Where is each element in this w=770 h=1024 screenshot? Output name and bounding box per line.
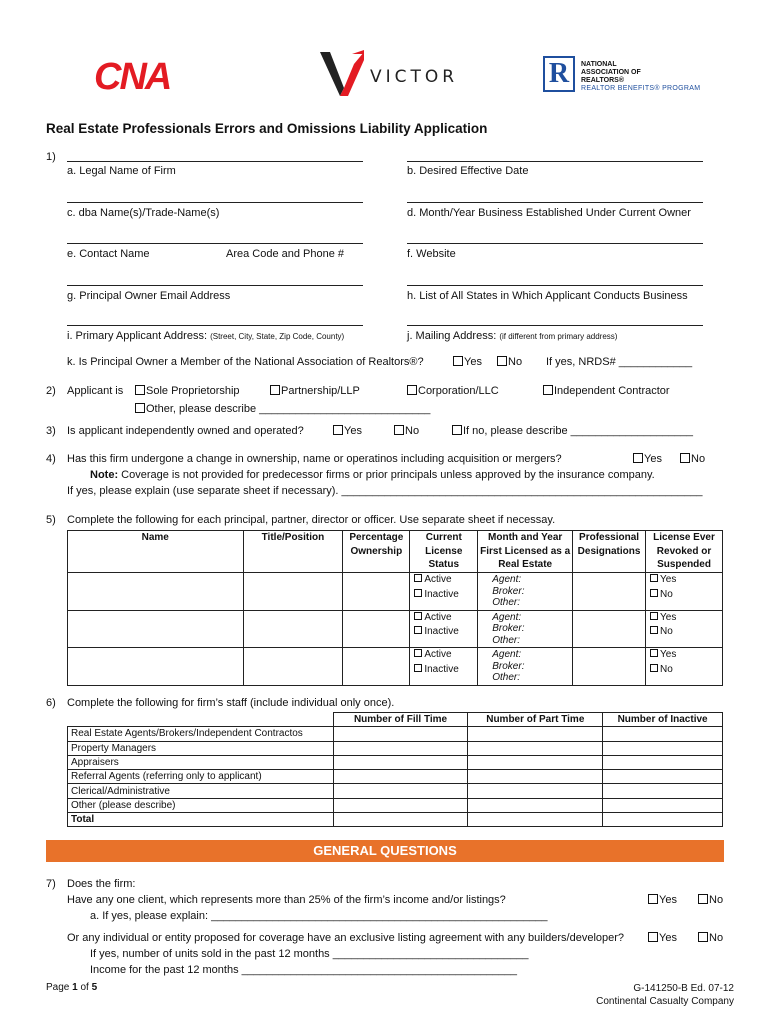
- checkbox-icon[interactable]: [414, 574, 422, 582]
- row-label: Real Estate Agents/Brokers/Independent Contractos: [68, 727, 334, 741]
- checkbox-icon[interactable]: [135, 403, 145, 413]
- inactive-cell[interactable]: [603, 741, 723, 755]
- checkbox-icon[interactable]: [135, 385, 145, 395]
- major-client-question: Have any one client, which represents more than 25% of the firm’s income and/or listings?: [67, 894, 506, 906]
- col-license-status: Current License Status: [410, 531, 478, 573]
- checkbox-icon[interactable]: [648, 894, 658, 904]
- exclusive-listing-no[interactable]: No: [698, 932, 723, 944]
- ownership-change-question: Has this firm undergone a change in ownership, name or operatinos including acquisition or mergers?: [67, 453, 562, 465]
- full-time-cell[interactable]: [333, 813, 468, 827]
- row-label: Total: [68, 813, 334, 827]
- col-name: Name: [68, 531, 244, 573]
- full-time-cell[interactable]: [333, 741, 468, 755]
- major-client-yes[interactable]: Yes: [648, 894, 677, 906]
- checkbox-icon[interactable]: [270, 385, 280, 395]
- form-number: G-141250-B Ed. 07-12: [633, 983, 734, 994]
- checkbox-icon[interactable]: [452, 425, 462, 435]
- checkbox-icon[interactable]: [414, 626, 422, 634]
- table-row: [68, 813, 723, 827]
- owner-email-field[interactable]: [67, 285, 363, 286]
- license-status-cell: Active Inactive: [410, 610, 478, 648]
- q4-number: 4): [46, 453, 56, 465]
- staff-instructions: Complete the following for firm’s staff (include individual only once).: [67, 697, 395, 709]
- table-row: [68, 727, 723, 741]
- full-time-cell[interactable]: [333, 798, 468, 812]
- license-status-cell: Active Inactive: [410, 573, 478, 611]
- table-row: [68, 573, 723, 611]
- independent-no[interactable]: No: [394, 425, 419, 437]
- blank-header: [68, 713, 334, 727]
- form-footer: [560, 982, 734, 1008]
- row-label: Other (please describe): [68, 798, 334, 812]
- first-licensed-cell[interactable]: Agent: Broker: Other:: [478, 648, 573, 686]
- nar-member-question: k. Is Principal Owner a Member of the National Association of Realtors®?: [67, 356, 424, 368]
- contact-name-field[interactable]: [67, 243, 363, 244]
- ownership-change-explain[interactable]: If yes, please explain (use separate sheet if necessary). ___________________________________________________________: [67, 485, 703, 497]
- effective-date-field[interactable]: [407, 161, 703, 162]
- designations-cell[interactable]: [573, 610, 646, 648]
- inactive-cell[interactable]: [603, 727, 723, 741]
- q6-number: 6): [46, 697, 56, 709]
- nar-logo-text: NATIONAL ASSOCIATION OF REALTORS®: [581, 61, 641, 84]
- ownership-cell[interactable]: [343, 573, 410, 611]
- checkbox-icon[interactable]: [333, 425, 343, 435]
- partnership-option[interactable]: Partnership/LLP: [270, 385, 360, 397]
- checkbox-icon[interactable]: [407, 385, 417, 395]
- title-cell[interactable]: [243, 573, 343, 611]
- checkbox-icon[interactable]: [698, 932, 708, 942]
- inactive-cell[interactable]: [603, 798, 723, 812]
- phone-label: Area Code and Phone #: [226, 248, 345, 260]
- part-time-cell[interactable]: [468, 770, 603, 784]
- col-title: Title/Position: [243, 531, 343, 573]
- legal-name-field[interactable]: [67, 161, 363, 162]
- table-row: [68, 741, 723, 755]
- col-ownership: Percentage Ownership: [343, 531, 410, 573]
- checkbox-icon[interactable]: [650, 612, 658, 620]
- q1-number: 1): [46, 151, 56, 163]
- dba-name-field[interactable]: [67, 202, 363, 203]
- owner-email-label: g. Principal Owner Email Address: [67, 290, 231, 302]
- q2-number: 2): [46, 385, 56, 397]
- name-cell[interactable]: [68, 610, 244, 648]
- first-licensed-cell[interactable]: Agent: Broker: Other:: [478, 610, 573, 648]
- victor-logo-text: VICTOR: [370, 67, 459, 87]
- part-time-cell[interactable]: [468, 813, 603, 827]
- table-row: [68, 648, 723, 686]
- checkbox-icon[interactable]: [414, 664, 422, 672]
- col-first-licensed: Month and Year First Licensed as a Real Estate: [478, 531, 573, 573]
- sole-proprietorship-option[interactable]: Sole Proprietorship: [135, 385, 240, 397]
- checkbox-icon[interactable]: [650, 664, 658, 672]
- name-cell[interactable]: [68, 648, 244, 686]
- part-time-cell[interactable]: [468, 755, 603, 769]
- nar-member-yes[interactable]: Yes: [453, 356, 482, 368]
- q7-number: 7): [46, 878, 56, 890]
- units-sold-field[interactable]: If yes, number of units sold in the past 12 months ________________________________: [90, 948, 529, 960]
- row-label: Referral Agents (referring only to applicant): [68, 770, 334, 784]
- row-label: Property Managers: [68, 741, 334, 755]
- col-revoked: License Ever Revoked or Suspended: [646, 531, 723, 573]
- revoked-cell: Yes No: [646, 648, 723, 686]
- full-time-cell[interactable]: [333, 770, 468, 784]
- independent-yes[interactable]: Yes: [333, 425, 362, 437]
- part-time-cell[interactable]: [468, 727, 603, 741]
- exclusive-listing-question: Or any individual or entity proposed for coverage have an exclusive listing agreement with any builders/developer?: [67, 932, 625, 944]
- inactive-cell[interactable]: [603, 755, 723, 769]
- table-row: [68, 755, 723, 769]
- income-field[interactable]: Income for the past 12 months _____________________________________________: [90, 964, 517, 976]
- nar-member-no[interactable]: No: [497, 356, 522, 368]
- other-option[interactable]: Other, please describe ____________________________: [135, 403, 430, 415]
- inactive-cell[interactable]: [603, 813, 723, 827]
- form-title: Real Estate Professionals Errors and Omissions Liability Application: [46, 121, 488, 136]
- table-row: [68, 610, 723, 648]
- row-label: Appraisers: [68, 755, 334, 769]
- states-label: h. List of All States in Which Applicant Conducts Business: [407, 290, 688, 302]
- part-time-cell[interactable]: [468, 741, 603, 755]
- corporation-option[interactable]: Corporation/LLC: [407, 385, 499, 397]
- principals-instructions: Complete the following for each principal, partner, director or officer. Use separate sheet if necessay.: [67, 514, 556, 526]
- major-client-explain[interactable]: a. If yes, please explain: _______________________________________________________: [90, 910, 548, 922]
- nar-logo: R: [543, 56, 575, 92]
- checkbox-icon[interactable]: [394, 425, 404, 435]
- ownership-cell[interactable]: [343, 610, 410, 648]
- full-time-cell[interactable]: [333, 784, 468, 798]
- coverage-note: Note: Coverage is not provided for predecessor firms or prior principals unless approved by the insurance company.: [90, 469, 655, 481]
- full-time-cell[interactable]: [333, 727, 468, 741]
- part-time-cell[interactable]: [468, 784, 603, 798]
- page-number: Page 1 of 5: [46, 982, 98, 993]
- effective-date-label: b. Desired Effective Date: [407, 165, 529, 177]
- victor-logo-mark: [320, 50, 364, 96]
- title-cell[interactable]: [243, 610, 343, 648]
- col-part-time: Number of Part Time: [468, 713, 603, 727]
- name-cell[interactable]: [68, 573, 244, 611]
- independent-describe[interactable]: If no, please describe ____________________: [452, 425, 693, 437]
- revoked-cell: Yes No: [646, 610, 723, 648]
- independently-owned-question: Is applicant independently owned and operated?: [67, 425, 304, 437]
- legal-name-label: a. Legal Name of Firm: [67, 165, 176, 177]
- designations-cell[interactable]: [573, 648, 646, 686]
- row-label: Clerical/Administrative: [68, 784, 334, 798]
- checkbox-icon[interactable]: [414, 589, 422, 597]
- table-row: [68, 770, 723, 784]
- checkbox-icon[interactable]: [680, 453, 690, 463]
- ownership-cell[interactable]: [343, 648, 410, 686]
- contact-name-label: e. Contact Name: [67, 248, 150, 260]
- applicant-type-label: Applicant is: [67, 385, 124, 397]
- title-cell[interactable]: [243, 648, 343, 686]
- primary-address-field[interactable]: [67, 325, 363, 326]
- designations-cell[interactable]: [573, 573, 646, 611]
- checkbox-icon[interactable]: [650, 649, 658, 657]
- established-date-label: d. Month/Year Business Established Under Current Owner: [407, 207, 691, 219]
- checkbox-icon[interactable]: [543, 385, 553, 395]
- website-label: f. Website: [407, 248, 456, 260]
- inactive-cell[interactable]: [603, 784, 723, 798]
- q3-number: 3): [46, 425, 56, 437]
- checkbox-icon[interactable]: [414, 649, 422, 657]
- general-questions-banner: GENERAL QUESTIONS: [46, 840, 724, 862]
- ownership-change-yes[interactable]: Yes: [633, 453, 662, 465]
- table-row: [68, 784, 723, 798]
- license-status-cell: Active Inactive: [410, 648, 478, 686]
- cna-logo: CNA: [94, 56, 171, 98]
- established-date-field[interactable]: [407, 202, 703, 203]
- major-client-no[interactable]: No: [698, 894, 723, 906]
- checkbox-icon[interactable]: [648, 932, 658, 942]
- col-inactive: Number of Inactive: [603, 713, 723, 727]
- staff-table: [67, 712, 723, 827]
- primary-address-label: i. Primary Applicant Address: (Street, City, State, Zip Code, County): [67, 330, 345, 342]
- mailing-address-label: j. Mailing Address: (if different from primary address): [407, 330, 618, 342]
- part-time-cell[interactable]: [468, 798, 603, 812]
- q5-number: 5): [46, 514, 56, 526]
- checkbox-icon[interactable]: [698, 894, 708, 904]
- checkbox-icon[interactable]: [650, 574, 658, 582]
- dba-name-label: c. dba Name(s)/Trade-Name(s): [67, 207, 220, 219]
- independent-contractor-option[interactable]: Independent Contractor: [543, 385, 670, 397]
- checkbox-icon[interactable]: [650, 589, 658, 597]
- checkbox-icon[interactable]: [414, 612, 422, 620]
- nrds-number-field[interactable]: If yes, NRDS# ____________: [546, 356, 693, 368]
- first-licensed-cell[interactable]: Agent: Broker: Other:: [478, 573, 573, 611]
- inactive-cell[interactable]: [603, 770, 723, 784]
- checkbox-icon[interactable]: [650, 626, 658, 634]
- checkbox-icon[interactable]: [633, 453, 643, 463]
- checkbox-icon[interactable]: [453, 356, 463, 366]
- firm-question-label: Does the firm:: [67, 878, 136, 890]
- principals-table: [67, 530, 723, 686]
- col-designations: Professional Designations: [573, 531, 646, 573]
- states-field[interactable]: [407, 285, 703, 286]
- full-time-cell[interactable]: [333, 755, 468, 769]
- mailing-address-field[interactable]: [407, 325, 703, 326]
- website-field[interactable]: [407, 243, 703, 244]
- checkbox-icon[interactable]: [497, 356, 507, 366]
- nar-program-text: REALTOR BENEFITS® PROGRAM: [581, 85, 701, 92]
- table-row: [68, 798, 723, 812]
- exclusive-listing-yes[interactable]: Yes: [648, 932, 677, 944]
- ownership-change-no[interactable]: No: [680, 453, 705, 465]
- company-name: Continental Casualty Company: [596, 996, 734, 1007]
- col-full-time: Number of Fill Time: [333, 713, 468, 727]
- revoked-cell: Yes No: [646, 573, 723, 611]
